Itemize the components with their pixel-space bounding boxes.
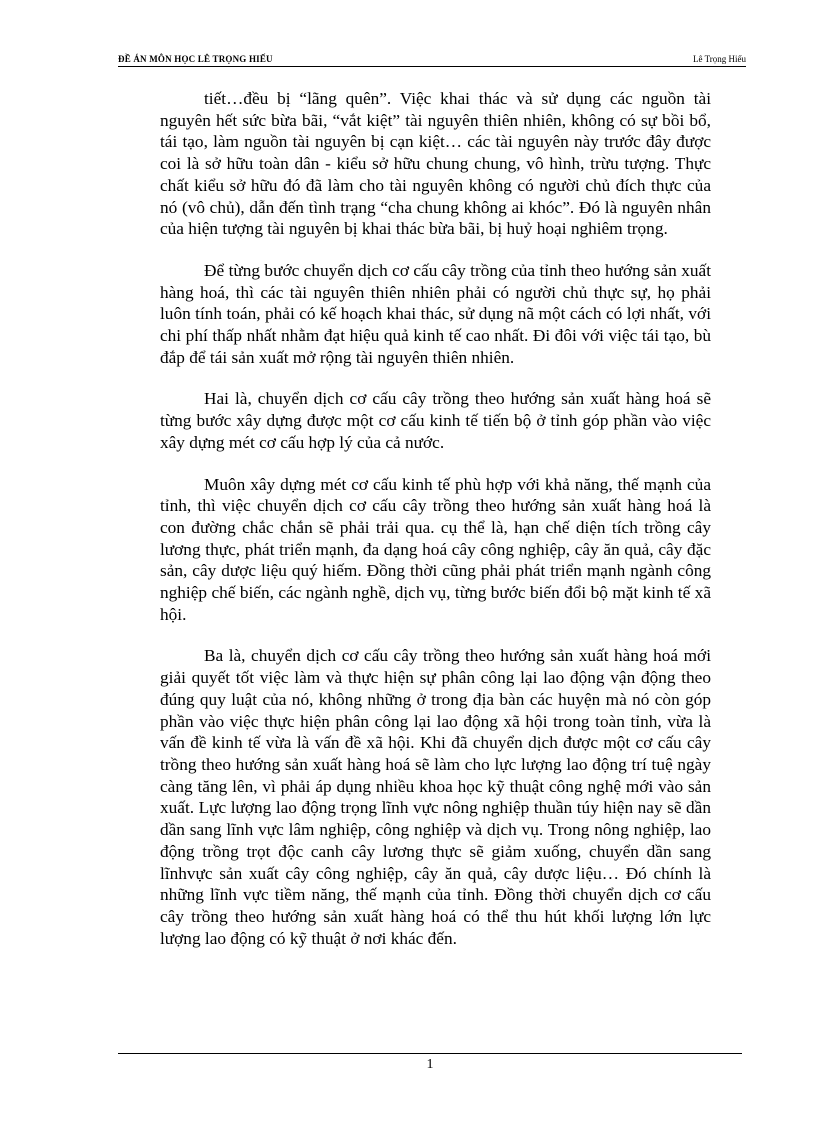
paragraph-3: Hai là, chuyển dịch cơ cấu cây trồng theo hướng sản xuất hàng hoá sẽ từng bước xây dựng được một cơ cấu kinh tế tiến bộ ở tỉnh góp phần vào việc xây dựng mét cơ cấu hợp lý của cả nước. xyxy=(160,389,711,452)
paragraph-4: Muôn xây dựng mét cơ cấu kinh tế phù hợp với khả năng, thế mạnh của tỉnh, thì việc chuyển dịch cơ cấu cây trồng theo hướng sản xuất hàng hoá là con đường chắc chắn sẽ phải trải qua. cụ thể là, hạn chế diện tích trồng cây lương thực, phát triển mạnh, đa dạng hoá cây công nghiệp, cây ăn quả, cây đặc sản, cây dược liệu quý hiếm. Đồng thời cũng phải phát triển mạnh ngành công nghiệp chế biến, các ngành nghề, dịch vụ, từng bước biến đổi bộ mặt kinh tế xã hội. xyxy=(160,474,711,624)
paragraph-5: Ba là, chuyển dịch cơ cấu cây trồng theo hướng sản xuất hàng hoá mới giải quyết tốt việc làm và thực hiện sự phân công lại lao động vận động theo đúng quy luật của nó, không những ở trong địa bàn các huyện mà nó còn góp phần vào việc thực hiện phân công lại lao động xã hội trong toàn tỉnh, vừa là vấn đề kinh tế vừa là vấn đề xã hội. Khi đã chuyển dịch được một cơ cấu cây trồng theo hướng sản xuất hàng hoá sẽ làm cho lực lượng lao động trí tuệ ngày càng tăng lên, vì phải áp dụng nhiều khoa học kỹ thuật công nghệ mới vào sản xuất. Lực lượng lao động trọng lĩnh vực nông nghiệp thuần túy hiện nay sẽ dần dần sang lĩnh vực lâm nghiệp, công nghiệp và dịch vụ. Trong nông nghiệp, lao động trồng trọt độc canh cây lương thực sẽ giảm xuống, chuyển dần sang lĩnhvực sản xuất cây công nghiệp, cây ăn quả, cây dược liệu… Đó chính là những lĩnh vực tiềm năng, thế mạnh của tỉnh. Đồng thời chuyển dịch cơ cấu cây trồng theo hướng sản xuất hàng hoá có thể thu hút khối lượng lớn lực lượng lao động có kỹ thuật ở nơi khác đến. xyxy=(160,646,711,948)
footer-divider xyxy=(118,1053,742,1054)
document-body xyxy=(160,88,711,969)
page-number: 1 xyxy=(426,1057,434,1072)
header-author: Lê Trọng Hiếu xyxy=(692,54,746,64)
page-header xyxy=(118,52,746,67)
paragraph-1: tiết…đều bị “lãng quên”. Việc khai thác và sử dụng các nguồn tài nguyên hết sức bừa bãi, “vắt kiệt” tài nguyên thiên nhiên, không có sự bồi bổ, tái tạo, làm nguồn tài nguyên bị cạn kiệt… các tài nguyên này trước đây được coi là sở hữu toàn dân - kiểu sở hữu chung chung, vô hình, trừu tượng. Thực chất kiểu sở hữu đó đã làm cho tài nguyên không có người chủ đích thực của nó (vô chủ), dẫn đến tình trạng “cha chung không ai khóc”. Đó là nguyên nhân của hiện tượng tài nguyên bị khai thác bừa bãi, bị huỷ hoại nghiêm trọng. xyxy=(160,89,711,239)
header-document-title: ĐỀ ÁN MÔN HỌC LÊ TRỌNG HIẾU xyxy=(118,54,273,64)
paragraph-2: Để từng bước chuyển dịch cơ cấu cây trồng của tỉnh theo hướng sản xuất hàng hoá, thì các tài nguyên thiên nhiên phải có người chủ thực sự, họ phải luôn tính toán, phải có kế hoạch khai thác, sử dụng nã một cách có lợi nhất, với chi phí thấp nhất nhằm đạt hiệu quả kinh tế cao nhất. Đi đôi với việc tái tạo, bù đắp để tái sản xuất mở rộng tài nguyên thiên nhiên. xyxy=(160,260,711,367)
